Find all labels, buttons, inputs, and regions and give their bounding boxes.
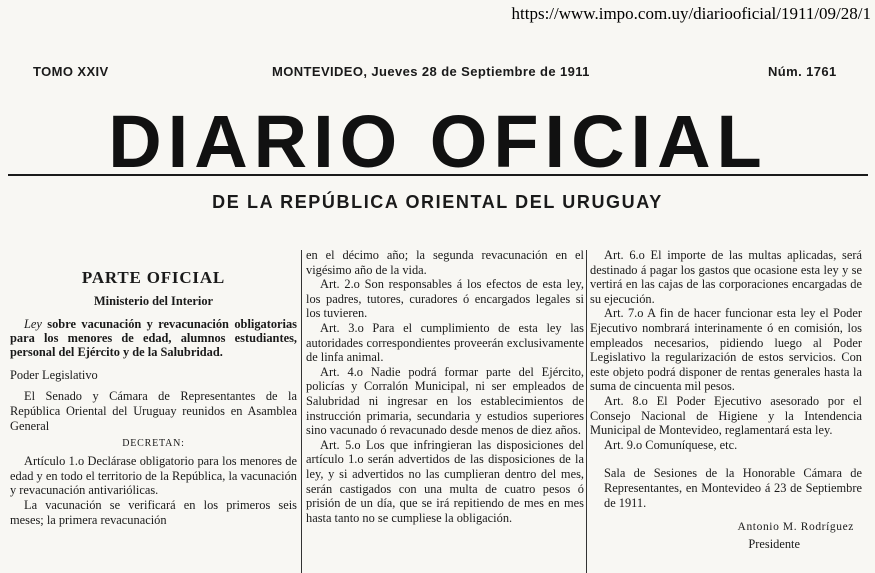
sala-de-sesiones: Sala de Sesiones de la Honorable Cámara de Representantes, en Montevideo á 23 de Septiembre de 1911. (604, 466, 862, 510)
article-5: Art. 5.o Los que infringieran las disposiciones del artículo 1.o serán advertidos de las disposiciones de la ley, y si advertidos no las cumplieran dentro del mes, serán castigados con una multa de cuatro pesos ó prisión de un día, que se irá repitiendo de mes en mes hasta tanto no se cumpliese la obligación. (306, 437, 584, 525)
law-title-text: sobre vacunación y revacunación obligatorias para los menores de edad, alumnos estudiantes, personal del Ejército y de la Salubridad. (10, 316, 297, 360)
article-7: Art. 7.o A fin de hacer funcionar esta ley el Poder Ejecutivo nombrará interinamente ó en comisión, los empleados necesarios, pidiendo luego al Poder Legislativo la regularización de estos servicios. Con este objeto podrá disponer de rentas generales hasta la suma de cincuenta mil pesos. (590, 306, 862, 394)
column-3 (590, 248, 862, 573)
issue-number: Núm. 1761 (768, 64, 837, 79)
masthead-rule (8, 174, 868, 176)
source-url[interactable]: https://www.impo.com.uy/diariooficial/1911/09/28/1 (511, 4, 871, 23)
article-1-continued: La vacunación se verificará en los primeros seis meses; la primera revacunación (10, 497, 297, 527)
column-1 (10, 256, 297, 573)
signature-title: Presidente (748, 536, 800, 551)
article-4: Art. 4.o Nadie podrá formar parte del Ejército, policías y Corralón Municipal, ni ser empleados de Salubridad ni ingresar en los establecimientos de instrucción primaria, secundaria y estudios superiores sino vacunado ó revacunado desde menos de diez años. (306, 364, 584, 438)
article-8: Art. 8.o El Poder Ejecutivo asesorado por el Consejo Nacional de Higiene y la Intendencia Municipal de Montevideo, reglamentará esta ley. (590, 393, 862, 438)
column-divider-2 (586, 250, 587, 573)
decretan-heading: DECRETAN: (122, 438, 185, 450)
newspaper-subtitle: DE LA REPÚBLICA ORIENTAL DEL URUGUAY (212, 192, 663, 212)
column-2 (306, 248, 584, 573)
law-title (10, 317, 297, 360)
law-word: Ley (24, 316, 42, 331)
article-3: Art. 3.o Para el cumplimiento de esta ley las autoridades correspondientes proveerán exclusivamente de linfa animal. (306, 320, 584, 365)
column-divider-1 (301, 250, 302, 573)
dateline: MONTEVIDEO, Jueves 28 de Septiembre de 1911 (272, 64, 590, 79)
signature-name: Antonio M. Rodríguez (737, 521, 854, 534)
ministry-heading: Ministerio del Interior (93, 294, 214, 308)
masthead-topline (0, 64, 875, 84)
section-heading: PARTE OFICIAL (81, 268, 226, 287)
article-1-continuation: en el décimo año; la segunda revacunación en el vigésimo año de la vida. (306, 248, 584, 277)
article-9: Art. 9.o Comuníquese, etc. (604, 437, 738, 452)
article-2: Art. 2.o Son responsables á los efectos de esta ley, los padres, tutores, curadores ó encargados legales si los tuvieren. (306, 277, 584, 321)
article-1: Artículo 1.o Declárase obligatorio para los menores de edad y en todo el territorio de la República, la vacunación y revacunación antivariólicas. (10, 454, 297, 498)
poder-legislativo: Poder Legislativo (10, 367, 98, 382)
newspaper-title: DIARIO OFICIAL (108, 100, 768, 183)
volume-label: TOMO XXIV (33, 64, 109, 79)
senado-paragraph: El Senado y Cámara de Representantes de la República Oriental del Uruguay reunidos en Asamblea General (10, 389, 297, 433)
article-6: Art. 6.o El importe de las multas aplicadas, será destinado á pagar los gastos que ocasione esta ley y se vertirá en las cajas de las corporaciones encargadas de su ejecución. (590, 248, 862, 306)
